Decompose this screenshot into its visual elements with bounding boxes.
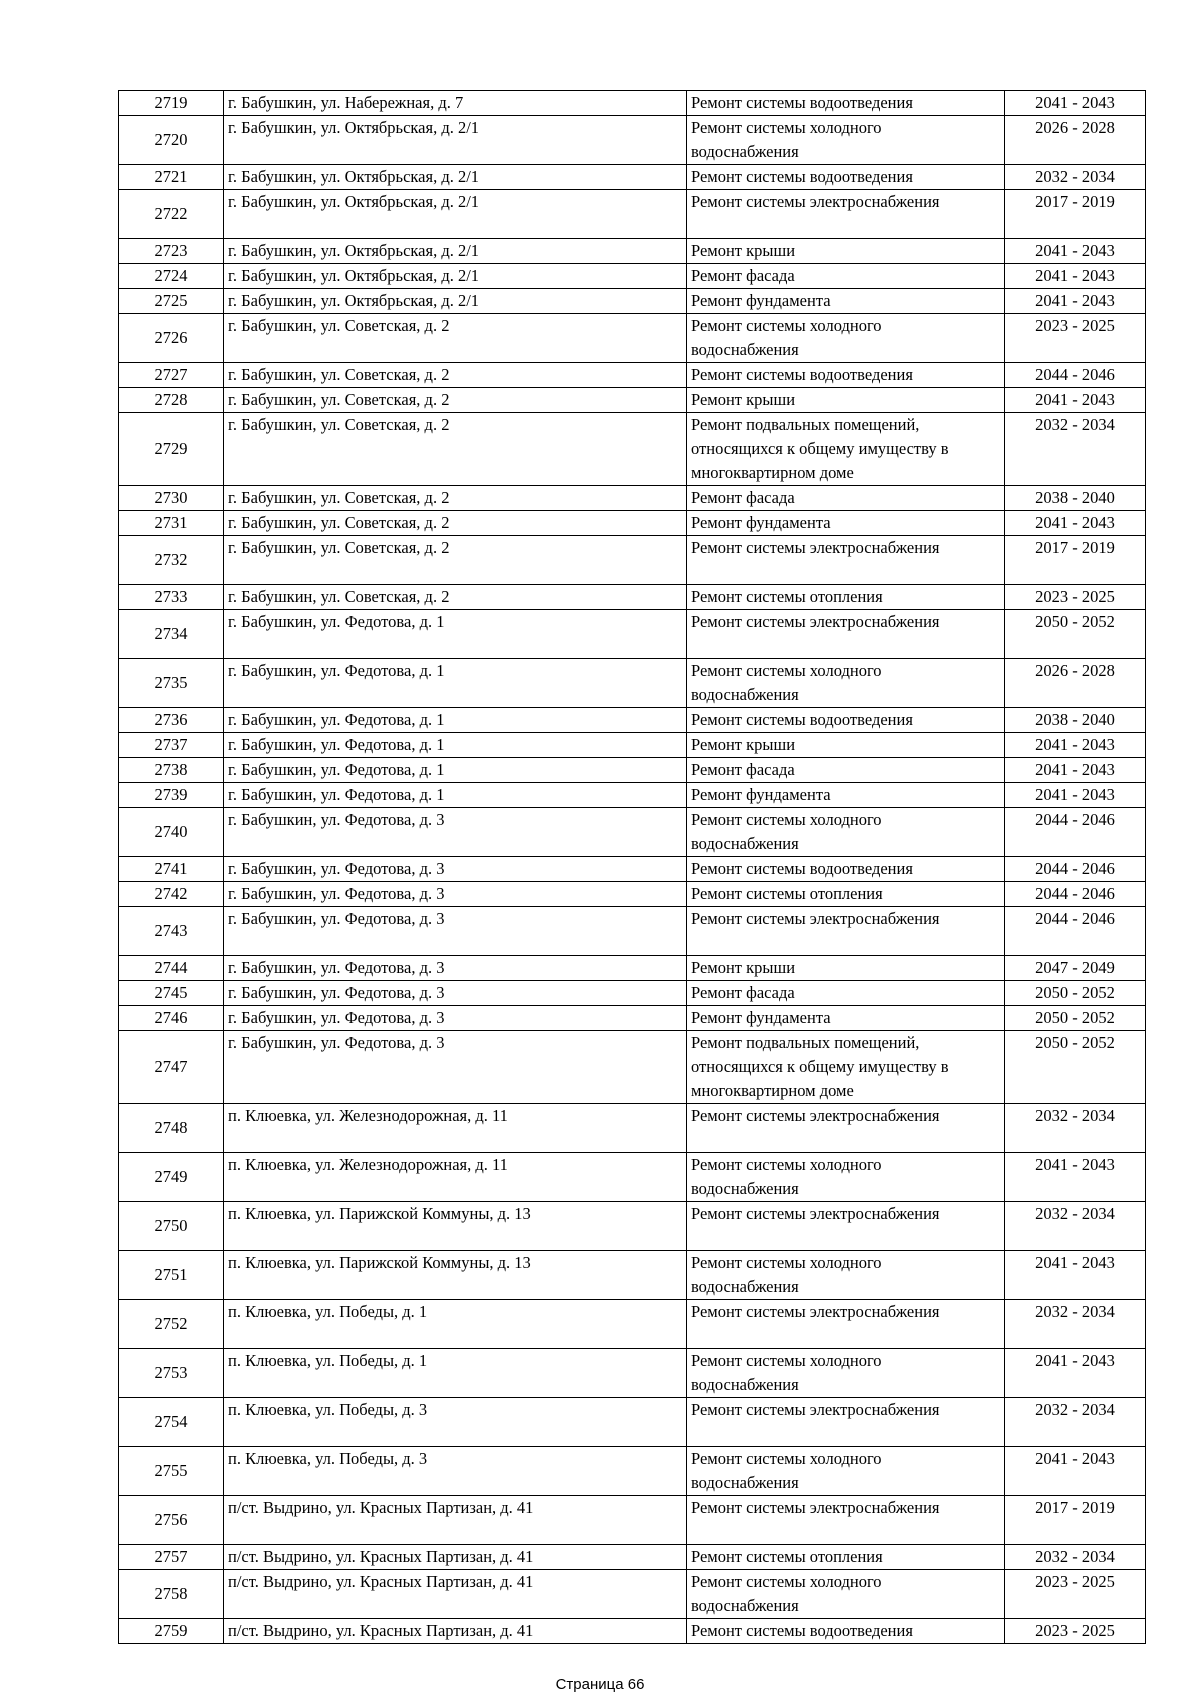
address-cell: г. Бабушкин, ул. Федотова, д. 1 bbox=[224, 659, 687, 708]
period-cell: 2017 - 2019 bbox=[1005, 536, 1146, 585]
row-number-cell: 2746 bbox=[119, 1006, 224, 1031]
period-cell: 2044 - 2046 bbox=[1005, 907, 1146, 956]
table-row bbox=[119, 783, 1146, 808]
work-type-cell: Ремонт фундамента bbox=[687, 289, 1005, 314]
work-type-cell: Ремонт фундамента bbox=[687, 511, 1005, 536]
period-cell: 2041 - 2043 bbox=[1005, 1349, 1146, 1398]
row-number-cell: 2741 bbox=[119, 857, 224, 882]
work-type-cell: Ремонт системы отопления bbox=[687, 1545, 1005, 1570]
table-row bbox=[119, 1104, 1146, 1153]
address-cell: п. Клюевка, ул. Парижской Коммуны, д. 13 bbox=[224, 1251, 687, 1300]
work-type-cell: Ремонт фундамента bbox=[687, 1006, 1005, 1031]
address-cell: г. Бабушкин, ул. Федотова, д. 1 bbox=[224, 783, 687, 808]
address-cell: г. Бабушкин, ул. Советская, д. 2 bbox=[224, 413, 687, 486]
address-cell: п. Клюевка, ул. Железнодорожная, д. 11 bbox=[224, 1104, 687, 1153]
work-type-cell: Ремонт крыши bbox=[687, 239, 1005, 264]
table-row bbox=[119, 659, 1146, 708]
address-cell: г. Бабушкин, ул. Федотова, д. 3 bbox=[224, 981, 687, 1006]
row-number-cell: 2753 bbox=[119, 1349, 224, 1398]
table-row bbox=[119, 808, 1146, 857]
address-cell: г. Бабушкин, ул. Советская, д. 2 bbox=[224, 388, 687, 413]
period-cell: 2044 - 2046 bbox=[1005, 363, 1146, 388]
address-cell: п/ст. Выдрино, ул. Красных Партизан, д. 41 bbox=[224, 1619, 687, 1644]
address-cell: п/ст. Выдрино, ул. Красных Партизан, д. 41 bbox=[224, 1545, 687, 1570]
period-cell: 2041 - 2043 bbox=[1005, 1153, 1146, 1202]
table-row bbox=[119, 1031, 1146, 1104]
address-cell: г. Бабушкин, ул. Советская, д. 2 bbox=[224, 585, 687, 610]
row-number-cell: 2734 bbox=[119, 610, 224, 659]
table-row bbox=[119, 388, 1146, 413]
period-cell: 2032 - 2034 bbox=[1005, 1202, 1146, 1251]
period-cell: 2023 - 2025 bbox=[1005, 1619, 1146, 1644]
period-cell: 2041 - 2043 bbox=[1005, 264, 1146, 289]
table-row bbox=[119, 363, 1146, 388]
work-type-cell: Ремонт системы холодного водоснабжения bbox=[687, 1349, 1005, 1398]
row-number-cell: 2744 bbox=[119, 956, 224, 981]
period-cell: 2038 - 2040 bbox=[1005, 708, 1146, 733]
row-number-cell: 2752 bbox=[119, 1300, 224, 1349]
row-number-cell: 2749 bbox=[119, 1153, 224, 1202]
period-cell: 2026 - 2028 bbox=[1005, 116, 1146, 165]
table-row bbox=[119, 981, 1146, 1006]
period-cell: 2041 - 2043 bbox=[1005, 239, 1146, 264]
table-row bbox=[119, 486, 1146, 511]
period-cell: 2041 - 2043 bbox=[1005, 289, 1146, 314]
period-cell: 2023 - 2025 bbox=[1005, 585, 1146, 610]
table-row bbox=[119, 585, 1146, 610]
row-number-cell: 2724 bbox=[119, 264, 224, 289]
work-type-cell: Ремонт системы водоотведения bbox=[687, 1619, 1005, 1644]
page-number: Страница 66 bbox=[555, 1676, 645, 1693]
address-cell: г. Бабушкин, ул. Федотова, д. 3 bbox=[224, 808, 687, 857]
row-number-cell: 2755 bbox=[119, 1447, 224, 1496]
table-row bbox=[119, 190, 1146, 239]
address-cell: г. Бабушкин, ул. Октябрьская, д. 2/1 bbox=[224, 239, 687, 264]
work-type-cell: Ремонт системы холодного водоснабжения bbox=[687, 1153, 1005, 1202]
work-type-cell: Ремонт системы холодного водоснабжения bbox=[687, 659, 1005, 708]
row-number-cell: 2726 bbox=[119, 314, 224, 363]
address-cell: г. Бабушкин, ул. Федотова, д. 3 bbox=[224, 956, 687, 981]
work-type-cell: Ремонт системы электроснабжения bbox=[687, 1398, 1005, 1447]
row-number-cell: 2736 bbox=[119, 708, 224, 733]
row-number-cell: 2723 bbox=[119, 239, 224, 264]
row-number-cell: 2739 bbox=[119, 783, 224, 808]
address-cell: г. Бабушкин, ул. Советская, д. 2 bbox=[224, 511, 687, 536]
table-row bbox=[119, 1202, 1146, 1251]
address-cell: г. Бабушкин, ул. Федотова, д. 3 bbox=[224, 1006, 687, 1031]
address-cell: п. Клюевка, ул. Победы, д. 3 bbox=[224, 1398, 687, 1447]
work-type-cell: Ремонт фасада bbox=[687, 486, 1005, 511]
period-cell: 2023 - 2025 bbox=[1005, 1570, 1146, 1619]
table-row bbox=[119, 1447, 1146, 1496]
row-number-cell: 2725 bbox=[119, 289, 224, 314]
table-row bbox=[119, 264, 1146, 289]
address-cell: г. Бабушкин, ул. Октябрьская, д. 2/1 bbox=[224, 190, 687, 239]
address-cell: г. Бабушкин, ул. Федотова, д. 3 bbox=[224, 882, 687, 907]
row-number-cell: 2735 bbox=[119, 659, 224, 708]
table-row bbox=[119, 1619, 1146, 1644]
address-cell: п. Клюевка, ул. Победы, д. 1 bbox=[224, 1300, 687, 1349]
address-cell: г. Бабушкин, ул. Федотова, д. 1 bbox=[224, 733, 687, 758]
work-type-cell: Ремонт системы холодного водоснабжения bbox=[687, 1447, 1005, 1496]
work-type-cell: Ремонт системы водоотведения bbox=[687, 165, 1005, 190]
table-row bbox=[119, 413, 1146, 486]
table-row bbox=[119, 1349, 1146, 1398]
period-cell: 2041 - 2043 bbox=[1005, 1447, 1146, 1496]
table-row bbox=[119, 239, 1146, 264]
table-row bbox=[119, 1398, 1146, 1447]
repair-schedule-table bbox=[118, 90, 1146, 1644]
table-row bbox=[119, 289, 1146, 314]
row-number-cell: 2742 bbox=[119, 882, 224, 907]
work-type-cell: Ремонт системы электроснабжения bbox=[687, 1202, 1005, 1251]
address-cell: г. Бабушкин, ул. Федотова, д. 3 bbox=[224, 1031, 687, 1104]
work-type-cell: Ремонт системы холодного водоснабжения bbox=[687, 1251, 1005, 1300]
table-row bbox=[119, 1251, 1146, 1300]
table-row bbox=[119, 1545, 1146, 1570]
row-number-cell: 2754 bbox=[119, 1398, 224, 1447]
table-row bbox=[119, 91, 1146, 116]
period-cell: 2041 - 2043 bbox=[1005, 91, 1146, 116]
period-cell: 2032 - 2034 bbox=[1005, 1104, 1146, 1153]
row-number-cell: 2721 bbox=[119, 165, 224, 190]
work-type-cell: Ремонт системы водоотведения bbox=[687, 363, 1005, 388]
period-cell: 2047 - 2049 bbox=[1005, 956, 1146, 981]
work-type-cell: Ремонт фасада bbox=[687, 981, 1005, 1006]
row-number-cell: 2731 bbox=[119, 511, 224, 536]
work-type-cell: Ремонт системы электроснабжения bbox=[687, 190, 1005, 239]
row-number-cell: 2743 bbox=[119, 907, 224, 956]
address-cell: г. Бабушкин, ул. Федотова, д. 1 bbox=[224, 708, 687, 733]
row-number-cell: 2728 bbox=[119, 388, 224, 413]
address-cell: г. Бабушкин, ул. Советская, д. 2 bbox=[224, 314, 687, 363]
work-type-cell: Ремонт крыши bbox=[687, 388, 1005, 413]
row-number-cell: 2732 bbox=[119, 536, 224, 585]
address-cell: п. Клюевка, ул. Победы, д. 1 bbox=[224, 1349, 687, 1398]
work-type-cell: Ремонт системы электроснабжения bbox=[687, 610, 1005, 659]
address-cell: г. Бабушкин, ул. Советская, д. 2 bbox=[224, 536, 687, 585]
work-type-cell: Ремонт системы холодного водоснабжения bbox=[687, 116, 1005, 165]
period-cell: 2032 - 2034 bbox=[1005, 1300, 1146, 1349]
period-cell: 2041 - 2043 bbox=[1005, 783, 1146, 808]
address-cell: г. Бабушкин, ул. Федотова, д. 3 bbox=[224, 857, 687, 882]
period-cell: 2041 - 2043 bbox=[1005, 1251, 1146, 1300]
table-row bbox=[119, 956, 1146, 981]
row-number-cell: 2740 bbox=[119, 808, 224, 857]
period-cell: 2044 - 2046 bbox=[1005, 808, 1146, 857]
period-cell: 2017 - 2019 bbox=[1005, 190, 1146, 239]
period-cell: 2044 - 2046 bbox=[1005, 882, 1146, 907]
work-type-cell: Ремонт подвальных помещений, относящихся к общему имуществу в многоквартирном доме bbox=[687, 413, 1005, 486]
table-row bbox=[119, 314, 1146, 363]
period-cell: 2032 - 2034 bbox=[1005, 165, 1146, 190]
table-row bbox=[119, 536, 1146, 585]
table-row bbox=[119, 857, 1146, 882]
work-type-cell: Ремонт системы холодного водоснабжения bbox=[687, 1570, 1005, 1619]
address-cell: п/ст. Выдрино, ул. Красных Партизан, д. 41 bbox=[224, 1570, 687, 1619]
work-type-cell: Ремонт системы электроснабжения bbox=[687, 536, 1005, 585]
work-type-cell: Ремонт системы отопления bbox=[687, 882, 1005, 907]
table-row bbox=[119, 758, 1146, 783]
address-cell: г. Бабушкин, ул. Федотова, д. 3 bbox=[224, 907, 687, 956]
row-number-cell: 2745 bbox=[119, 981, 224, 1006]
table-row bbox=[119, 1153, 1146, 1202]
row-number-cell: 2758 bbox=[119, 1570, 224, 1619]
period-cell: 2026 - 2028 bbox=[1005, 659, 1146, 708]
row-number-cell: 2730 bbox=[119, 486, 224, 511]
table-row bbox=[119, 165, 1146, 190]
period-cell: 2050 - 2052 bbox=[1005, 1031, 1146, 1104]
work-type-cell: Ремонт фасада bbox=[687, 758, 1005, 783]
row-number-cell: 2756 bbox=[119, 1496, 224, 1545]
address-cell: г. Бабушкин, ул. Октябрьская, д. 2/1 bbox=[224, 264, 687, 289]
address-cell: г. Бабушкин, ул. Федотова, д. 1 bbox=[224, 610, 687, 659]
table-row bbox=[119, 708, 1146, 733]
period-cell: 2017 - 2019 bbox=[1005, 1496, 1146, 1545]
table-row bbox=[119, 1300, 1146, 1349]
period-cell: 2041 - 2043 bbox=[1005, 758, 1146, 783]
address-cell: г. Бабушкин, ул. Набережная, д. 7 bbox=[224, 91, 687, 116]
work-type-cell: Ремонт системы отопления bbox=[687, 585, 1005, 610]
address-cell: п. Клюевка, ул. Железнодорожная, д. 11 bbox=[224, 1153, 687, 1202]
table-row bbox=[119, 1570, 1146, 1619]
address-cell: п. Клюевка, ул. Победы, д. 3 bbox=[224, 1447, 687, 1496]
work-type-cell: Ремонт фасада bbox=[687, 264, 1005, 289]
address-cell: г. Бабушкин, ул. Октябрьская, д. 2/1 bbox=[224, 116, 687, 165]
work-type-cell: Ремонт системы электроснабжения bbox=[687, 1496, 1005, 1545]
period-cell: 2032 - 2034 bbox=[1005, 1398, 1146, 1447]
work-type-cell: Ремонт системы холодного водоснабжения bbox=[687, 808, 1005, 857]
work-type-cell: Ремонт системы водоотведения bbox=[687, 708, 1005, 733]
row-number-cell: 2751 bbox=[119, 1251, 224, 1300]
row-number-cell: 2720 bbox=[119, 116, 224, 165]
table-row bbox=[119, 116, 1146, 165]
row-number-cell: 2733 bbox=[119, 585, 224, 610]
period-cell: 2041 - 2043 bbox=[1005, 511, 1146, 536]
period-cell: 2050 - 2052 bbox=[1005, 981, 1146, 1006]
work-type-cell: Ремонт системы водоотведения bbox=[687, 857, 1005, 882]
address-cell: г. Бабушкин, ул. Октябрьская, д. 2/1 bbox=[224, 165, 687, 190]
table-row bbox=[119, 882, 1146, 907]
table-row bbox=[119, 1006, 1146, 1031]
period-cell: 2044 - 2046 bbox=[1005, 857, 1146, 882]
work-type-cell: Ремонт крыши bbox=[687, 733, 1005, 758]
table-row bbox=[119, 511, 1146, 536]
table-row bbox=[119, 1496, 1146, 1545]
work-type-cell: Ремонт крыши bbox=[687, 956, 1005, 981]
address-cell: г. Бабушкин, ул. Октябрьская, д. 2/1 bbox=[224, 289, 687, 314]
address-cell: г. Бабушкин, ул. Советская, д. 2 bbox=[224, 363, 687, 388]
row-number-cell: 2757 bbox=[119, 1545, 224, 1570]
period-cell: 2032 - 2034 bbox=[1005, 1545, 1146, 1570]
work-type-cell: Ремонт фундамента bbox=[687, 783, 1005, 808]
period-cell: 2023 - 2025 bbox=[1005, 314, 1146, 363]
work-type-cell: Ремонт подвальных помещений, относящихся к общему имуществу в многоквартирном доме bbox=[687, 1031, 1005, 1104]
table-row bbox=[119, 610, 1146, 659]
row-number-cell: 2737 bbox=[119, 733, 224, 758]
address-cell: п/ст. Выдрино, ул. Красных Партизан, д. 41 bbox=[224, 1496, 687, 1545]
address-cell: г. Бабушкин, ул. Советская, д. 2 bbox=[224, 486, 687, 511]
work-type-cell: Ремонт системы электроснабжения bbox=[687, 1104, 1005, 1153]
table-row bbox=[119, 907, 1146, 956]
work-type-cell: Ремонт системы водоотведения bbox=[687, 91, 1005, 116]
row-number-cell: 2750 bbox=[119, 1202, 224, 1251]
period-cell: 2038 - 2040 bbox=[1005, 486, 1146, 511]
table-body bbox=[119, 91, 1146, 1644]
row-number-cell: 2722 bbox=[119, 190, 224, 239]
period-cell: 2041 - 2043 bbox=[1005, 733, 1146, 758]
period-cell: 2032 - 2034 bbox=[1005, 413, 1146, 486]
work-type-cell: Ремонт системы холодного водоснабжения bbox=[687, 314, 1005, 363]
period-cell: 2041 - 2043 bbox=[1005, 388, 1146, 413]
row-number-cell: 2748 bbox=[119, 1104, 224, 1153]
row-number-cell: 2729 bbox=[119, 413, 224, 486]
row-number-cell: 2719 bbox=[119, 91, 224, 116]
row-number-cell: 2738 bbox=[119, 758, 224, 783]
table-row bbox=[119, 733, 1146, 758]
row-number-cell: 2759 bbox=[119, 1619, 224, 1644]
period-cell: 2050 - 2052 bbox=[1005, 1006, 1146, 1031]
work-type-cell: Ремонт системы электроснабжения bbox=[687, 1300, 1005, 1349]
work-type-cell: Ремонт системы электроснабжения bbox=[687, 907, 1005, 956]
row-number-cell: 2747 bbox=[119, 1031, 224, 1104]
address-cell: п. Клюевка, ул. Парижской Коммуны, д. 13 bbox=[224, 1202, 687, 1251]
period-cell: 2050 - 2052 bbox=[1005, 610, 1146, 659]
address-cell: г. Бабушкин, ул. Федотова, д. 1 bbox=[224, 758, 687, 783]
row-number-cell: 2727 bbox=[119, 363, 224, 388]
